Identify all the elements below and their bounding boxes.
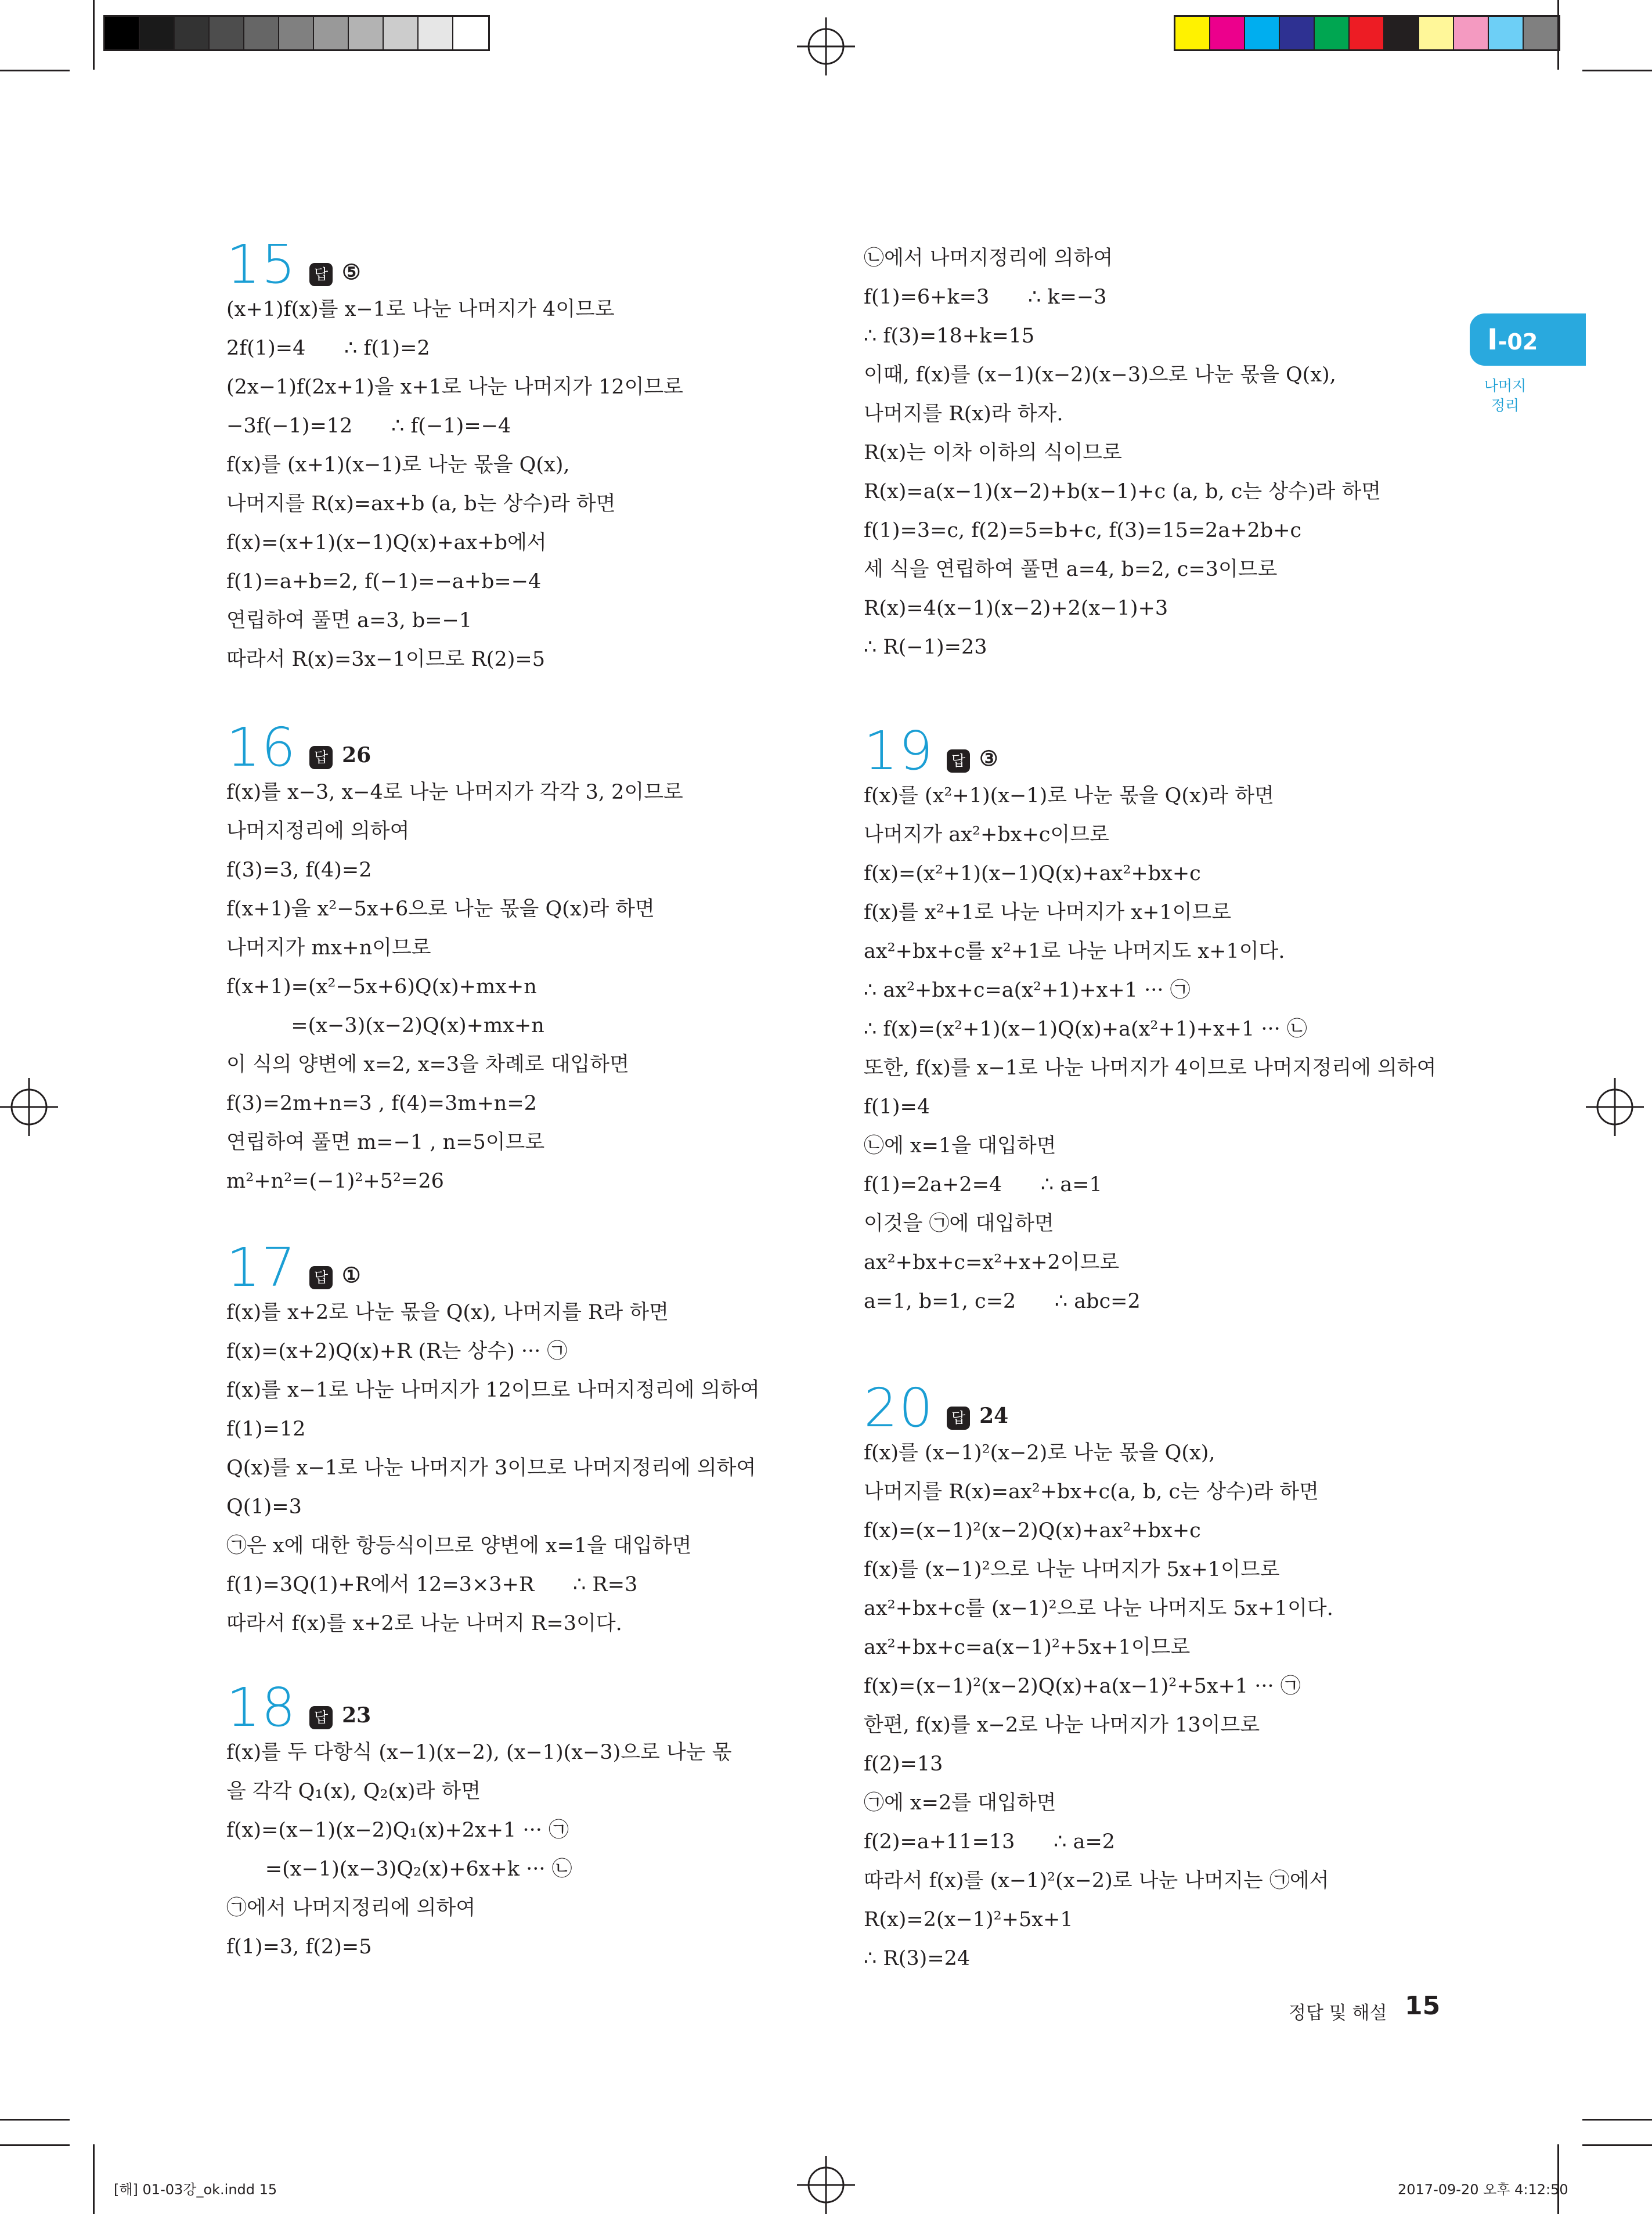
solution-line: 이 식의 양변에 x=2, x=3을 차례로 대입하면 — [226, 1053, 629, 1076]
problem-15 — [226, 233, 684, 679]
solution-lines — [864, 1434, 1333, 1978]
slug-filename: [해] 01-03강_ok.indd 15 — [114, 2181, 277, 2198]
gray-swatch — [140, 17, 175, 49]
registration-mark-icon — [797, 2156, 855, 2214]
footer-label: 정답 및 해설 — [1289, 2003, 1387, 2024]
problem-header — [226, 716, 683, 778]
solution-line: ㉠은 x에 대한 항등식이므로 양변에 x=1을 대입하면 — [226, 1534, 692, 1557]
solution-line: 나머지정리에 의하여 — [226, 820, 410, 843]
solution-line: f(x+1)을 x²−5x+6으로 나눈 몫을 Q(x)라 하면 — [226, 897, 655, 921]
color-swatch — [1489, 17, 1524, 49]
crop-mark — [1557, 0, 1559, 70]
problem-header — [226, 233, 683, 295]
solution-line: f(1)=3, f(2)=5 — [226, 1935, 372, 1959]
gray-swatch — [105, 17, 140, 49]
solution-line: 을 각각 Q₁(x), Q₂(x)라 하면 — [226, 1780, 481, 1803]
crop-mark — [0, 70, 70, 71]
registration-mark-icon — [1586, 1078, 1644, 1136]
color-swatch — [1454, 17, 1489, 49]
solution-line: f(x)=(x−1)(x−2)Q₁(x)+2x+1 ··· ㉠ — [226, 1819, 569, 1842]
process-color-bar — [1174, 15, 1560, 51]
solution-line: f(x+1)=(x²−5x+6)Q(x)+mx+n — [226, 975, 537, 998]
solution-line: Q(1)=3 — [226, 1495, 302, 1519]
color-swatch — [1245, 17, 1280, 49]
solution-line: 또한, f(x)를 x−1로 나눈 나머지가 4이므로 나머지정리에 의하여 — [864, 1056, 1437, 1080]
solution-line: R(x)=a(x−1)(x−2)+b(x−1)+c (a, b, c는 상수)라 하면 — [864, 480, 1382, 503]
registration-mark-icon — [797, 17, 855, 75]
crop-mark — [93, 0, 95, 70]
solution-line: f(1)=a+b=2, f(−1)=−a+b=−4 — [226, 570, 542, 593]
section-tab-label: I — [1487, 323, 1498, 356]
color-swatch — [1350, 17, 1384, 49]
solution-line: f(x)를 x+2로 나눈 몫을 Q(x), 나머지를 R라 하면 — [226, 1301, 669, 1324]
solution-line: f(x)를 (x−1)²으로 나눈 나머지가 5x+1이므로 — [864, 1558, 1280, 1581]
solution-line: 나머지를 R(x)=ax+b (a, b는 상수)라 하면 — [226, 492, 616, 515]
section-tab — [1470, 313, 1586, 366]
solution-line: f(1)=4 — [864, 1095, 930, 1119]
solution-line: f(1)=6+k=3 ∴ k=−3 — [864, 286, 1107, 309]
solution-line: ㉡에서 나머지정리에 의하여 — [864, 247, 1113, 270]
solution-line: f(x)를 (x−1)²(x−2)로 나눈 몫을 Q(x), — [864, 1441, 1215, 1465]
solution-line: (x+1)f(x)를 x−1로 나눈 나머지가 4이므로 — [226, 298, 615, 321]
solution-line: 나머지를 R(x)=ax²+bx+c(a, b, c는 상수)라 하면 — [864, 1480, 1319, 1503]
solution-line: f(x)=(x−1)²(x−2)Q(x)+a(x−1)²+5x+1 ··· ㉠ — [864, 1675, 1301, 1698]
answer-value: 24 — [979, 1404, 1009, 1428]
solution-line: 이것을 ㉠에 대입하면 — [864, 1212, 1054, 1235]
section-tab-subtitle — [1473, 376, 1537, 416]
solution-line: Q(x)를 x−1로 나눈 나머지가 3이므로 나머지정리에 의하여 — [226, 1456, 756, 1480]
solution-line: 연립하여 풀면 m=−1 , n=5이므로 — [226, 1131, 545, 1154]
solution-lines — [226, 1293, 760, 1643]
solution-line: f(2)=a+11=13 ∴ a=2 — [864, 1830, 1116, 1854]
gray-swatch — [384, 17, 419, 49]
solution-line: ∴ f(x)=(x²+1)(x−1)Q(x)+a(x²+1)+x+1 ··· ㉡ — [864, 1018, 1307, 1041]
section-tab-sub1: 나머지 — [1484, 377, 1527, 394]
solution-line: f(1)=12 — [226, 1418, 306, 1441]
problem-number: 16 — [226, 716, 297, 778]
answer-value: ① — [342, 1263, 361, 1288]
problem-number: 18 — [226, 1676, 297, 1739]
color-swatch — [1384, 17, 1419, 49]
solution-line: f(x)=(x+2)Q(x)+R (R는 상수) ··· ㉠ — [226, 1340, 568, 1363]
solution-line: ax²+bx+c를 x²+1로 나눈 나머지도 x+1이다. — [864, 940, 1285, 963]
problem-18 — [226, 1676, 732, 1967]
registration-mark-icon — [0, 1078, 58, 1136]
solution-line: =(x−3)(x−2)Q(x)+mx+n — [226, 1014, 544, 1037]
solution-line: m²+n²=(−1)²+5²=26 — [226, 1170, 444, 1193]
color-swatch — [1419, 17, 1454, 49]
solution-line: a=1, b=1, c=2 ∴ abc=2 — [864, 1290, 1141, 1313]
solution-line: (2x−1)f(2x+1)을 x+1로 나눈 나머지가 12이므로 — [226, 376, 684, 399]
grayscale-color-bar — [103, 15, 490, 51]
color-swatch — [1175, 17, 1210, 49]
solution-line: ∴ ax²+bx+c=a(x²+1)+x+1 ··· ㉠ — [864, 979, 1191, 1002]
solution-line: 따라서 R(x)=3x−1이므로 R(2)=5 — [226, 648, 545, 671]
solution-line: 나머지가 mx+n이므로 — [226, 936, 431, 960]
section-tab-sub2: 정리 — [1491, 397, 1520, 414]
solution-line: f(x)=(x+1)(x−1)Q(x)+ax+b에서 — [226, 531, 547, 554]
gray-swatch — [314, 17, 349, 49]
solution-line: 한편, f(x)를 x−2로 나눈 나머지가 13이므로 — [864, 1714, 1260, 1737]
slug-datetime: 2017-09-20 오후 4:12:50 — [1398, 2181, 1568, 2198]
gray-swatch — [279, 17, 314, 49]
problem-header — [864, 720, 1436, 782]
solution-line: 나머지를 R(x)라 하자. — [864, 402, 1063, 426]
color-swatch — [1315, 17, 1350, 49]
problem-number: 20 — [864, 1377, 935, 1439]
solution-line: =(x−1)(x−3)Q₂(x)+6x+k ··· ㉡ — [226, 1858, 572, 1881]
page-number: 15 — [1405, 1991, 1441, 2021]
solution-line: f(3)=2m+n=3 , f(4)=3m+n=2 — [226, 1092, 537, 1115]
answer-value: ⑤ — [342, 260, 361, 284]
solution-lines — [864, 777, 1436, 1321]
solution-line: f(1)=3Q(1)+R에서 12=3×3+R ∴ R=3 — [226, 1573, 638, 1596]
solution-line: f(x)를 x−1로 나눈 나머지가 12이므로 나머지정리에 의하여 — [226, 1379, 760, 1402]
crop-mark — [0, 2119, 70, 2121]
section-tab-code: -02 — [1498, 329, 1538, 355]
problem-17 — [226, 1236, 760, 1643]
gray-swatch — [244, 17, 279, 49]
solution-line: f(x)를 (x+1)(x−1)로 나눈 몫을 Q(x), — [226, 453, 570, 477]
solution-lines — [864, 239, 1381, 667]
color-swatch — [1210, 17, 1245, 49]
solution-line: 세 식을 연립하여 풀면 a=4, b=2, c=3이므로 — [864, 558, 1278, 581]
solution-line: f(x)=(x−1)²(x−2)Q(x)+ax²+bx+c — [864, 1519, 1201, 1542]
solution-line: ㉠에서 나머지정리에 의하여 — [226, 1896, 476, 1920]
solution-line: 이때, f(x)를 (x−1)(x−2)(x−3)으로 나눈 몫을 Q(x), — [864, 363, 1336, 387]
solution-line: R(x)=4(x−1)(x−2)+2(x−1)+3 — [864, 597, 1168, 620]
solution-line: f(x)를 두 다항식 (x−1)(x−2), (x−1)(x−3)으로 나눈 몫 — [226, 1741, 732, 1764]
solution-lines — [226, 290, 683, 679]
gray-swatch — [419, 17, 453, 49]
problem-16 — [226, 716, 683, 1201]
problem-header — [226, 1676, 732, 1739]
answer-value: 26 — [342, 743, 371, 767]
solution-line: f(2)=13 — [864, 1753, 943, 1776]
gray-swatch — [175, 17, 210, 49]
solution-line: f(1)=2a+2=4 ∴ a=1 — [864, 1173, 1102, 1196]
answer-badge-icon: 답 — [947, 749, 970, 773]
solution-line: ax²+bx+c를 (x−1)²으로 나눈 나머지도 5x+1이다. — [864, 1597, 1333, 1620]
solution-lines — [226, 773, 683, 1201]
solution-line: R(x)=2(x−1)²+5x+1 — [864, 1908, 1073, 1931]
solution-line: f(x)를 x−3, x−4로 나눈 나머지가 각각 3, 2이므로 — [226, 781, 683, 804]
solution-line: ax²+bx+c=a(x−1)²+5x+1이므로 — [864, 1636, 1191, 1659]
solution-line: f(x)를 (x²+1)(x−1)로 나눈 몫을 Q(x)라 하면 — [864, 784, 1274, 807]
problem-number: 19 — [864, 720, 935, 782]
answer-badge-icon: 답 — [309, 746, 333, 769]
gray-swatch — [349, 17, 384, 49]
crop-mark — [93, 2144, 95, 2214]
solution-line: 나머지가 ax²+bx+c이므로 — [864, 823, 1109, 846]
solution-line: ㉠에 x=2를 대입하면 — [864, 1791, 1056, 1815]
solution-line: ∴ R(3)=24 — [864, 1947, 971, 1970]
answer-badge-icon: 답 — [309, 263, 333, 286]
crop-mark — [0, 2144, 70, 2146]
gray-swatch — [210, 17, 244, 49]
answer-value: 23 — [342, 1703, 371, 1728]
answer-value: ③ — [979, 747, 998, 771]
solution-line: ㉡에 x=1을 대입하면 — [864, 1134, 1056, 1158]
answer-badge-icon: 답 — [309, 1706, 333, 1729]
solution-line: 연립하여 풀면 a=3, b=−1 — [226, 609, 472, 632]
crop-mark — [1582, 2119, 1652, 2121]
problem-19 — [864, 720, 1437, 1321]
problem-number: 17 — [226, 1236, 297, 1299]
gray-swatch — [453, 17, 488, 49]
solution-line: 따라서 f(x)를 x+2로 나눈 나머지 R=3이다. — [226, 1612, 622, 1635]
solution-line: −3f(−1)=12 ∴ f(−1)=−4 — [226, 414, 511, 438]
solution-line: f(x)를 x²+1로 나눈 나머지가 x+1이므로 — [864, 901, 1232, 924]
answer-badge-icon: 답 — [947, 1407, 970, 1430]
solution-line: f(3)=3, f(4)=2 — [226, 859, 372, 882]
solution-line: ∴ f(3)=18+k=15 — [864, 324, 1035, 348]
solution-line: ax²+bx+c=x²+x+2이므로 — [864, 1251, 1120, 1274]
solution-line: ∴ R(−1)=23 — [864, 636, 987, 659]
solution-line: f(x)=(x²+1)(x−1)Q(x)+ax²+bx+c — [864, 862, 1201, 885]
crop-mark — [1582, 2144, 1652, 2146]
problem-18-continued — [864, 239, 1381, 667]
problem-number: 15 — [226, 233, 297, 295]
solution-line: R(x)는 이차 이하의 식이므로 — [864, 441, 1122, 464]
solution-line: 2f(1)=4 ∴ f(1)=2 — [226, 337, 430, 360]
problem-header — [226, 1236, 760, 1299]
color-swatch — [1524, 17, 1559, 49]
solution-line: f(1)=3=c, f(2)=5=b+c, f(3)=15=2a+2b+c — [864, 519, 1302, 542]
problem-20 — [864, 1377, 1333, 1978]
solution-lines — [226, 1733, 732, 1967]
color-swatch — [1280, 17, 1315, 49]
problem-header — [864, 1377, 1333, 1439]
crop-mark — [1582, 70, 1652, 71]
solution-line: 따라서 f(x)를 (x−1)²(x−2)로 나눈 나머지는 ㉠에서 — [864, 1869, 1329, 1892]
answer-badge-icon: 답 — [309, 1266, 333, 1289]
